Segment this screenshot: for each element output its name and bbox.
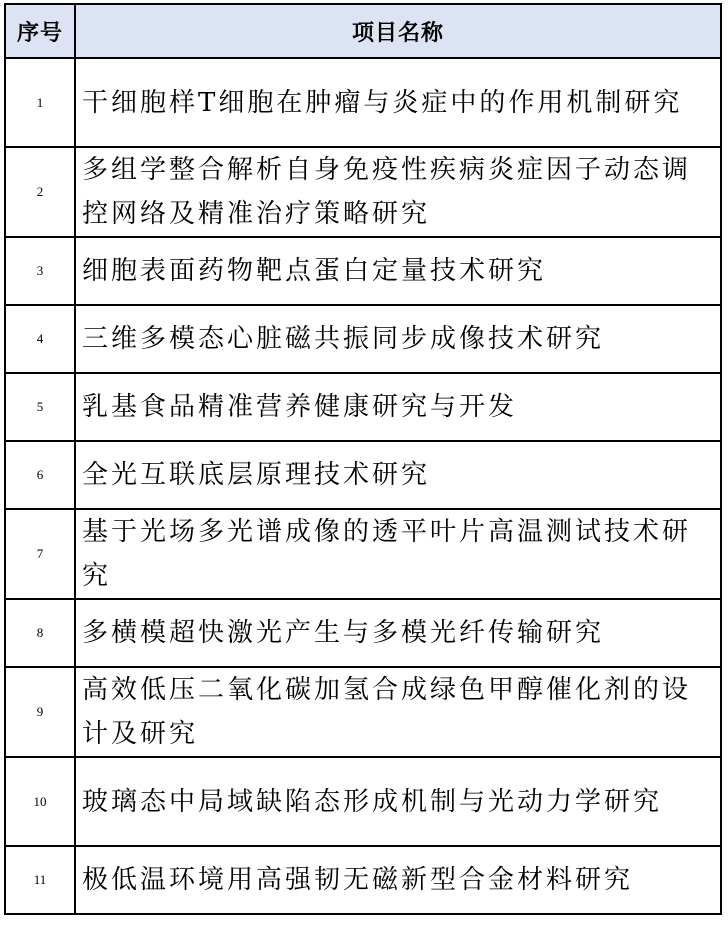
row-project-name: 全光互联底层原理技术研究 — [75, 441, 721, 509]
table-row — [5, 237, 721, 305]
row-index: 8 — [5, 599, 75, 667]
row-project-name: 极低温环境用高强韧无磁新型合金材料研究 — [75, 846, 721, 914]
row-index: 3 — [5, 237, 75, 305]
column-header-name: 项目名称 — [75, 4, 721, 58]
column-header-index: 序号 — [5, 4, 75, 58]
table-row — [5, 599, 721, 667]
table-row — [5, 509, 721, 599]
row-project-name: 多横模超快激光产生与多模光纤传输研究 — [75, 599, 721, 667]
table-row — [5, 757, 721, 846]
table-row — [5, 147, 721, 237]
row-index: 4 — [5, 305, 75, 373]
row-index: 5 — [5, 373, 75, 441]
project-table-container — [4, 3, 722, 915]
row-index: 10 — [5, 757, 75, 846]
row-index: 11 — [5, 846, 75, 914]
row-project-name: 多组学整合解析自身免疫性疾病炎症因子动态调控网络及精准治疗策略研究 — [75, 147, 721, 237]
row-index: 7 — [5, 509, 75, 599]
row-index: 2 — [5, 147, 75, 237]
row-project-name: 干细胞样T细胞在肿瘤与炎症中的作用机制研究 — [75, 58, 721, 147]
row-project-name: 乳基食品精准营养健康研究与开发 — [75, 373, 721, 441]
table-row — [5, 58, 721, 147]
project-table — [4, 3, 722, 915]
table-row — [5, 846, 721, 914]
row-project-name: 基于光场多光谱成像的透平叶片高温测试技术研究 — [75, 509, 721, 599]
row-index: 1 — [5, 58, 75, 147]
row-index: 6 — [5, 441, 75, 509]
row-project-name: 三维多模态心脏磁共振同步成像技术研究 — [75, 305, 721, 373]
table-row — [5, 441, 721, 509]
row-index: 9 — [5, 667, 75, 757]
row-project-name: 细胞表面药物靶点蛋白定量技术研究 — [75, 237, 721, 305]
table-header-row — [5, 4, 721, 58]
row-project-name: 玻璃态中局域缺陷态形成机制与光动力学研究 — [75, 757, 721, 846]
row-project-name: 高效低压二氧化碳加氢合成绿色甲醇催化剂的设计及研究 — [75, 667, 721, 757]
table-row — [5, 373, 721, 441]
table-row — [5, 667, 721, 757]
table-row — [5, 305, 721, 373]
